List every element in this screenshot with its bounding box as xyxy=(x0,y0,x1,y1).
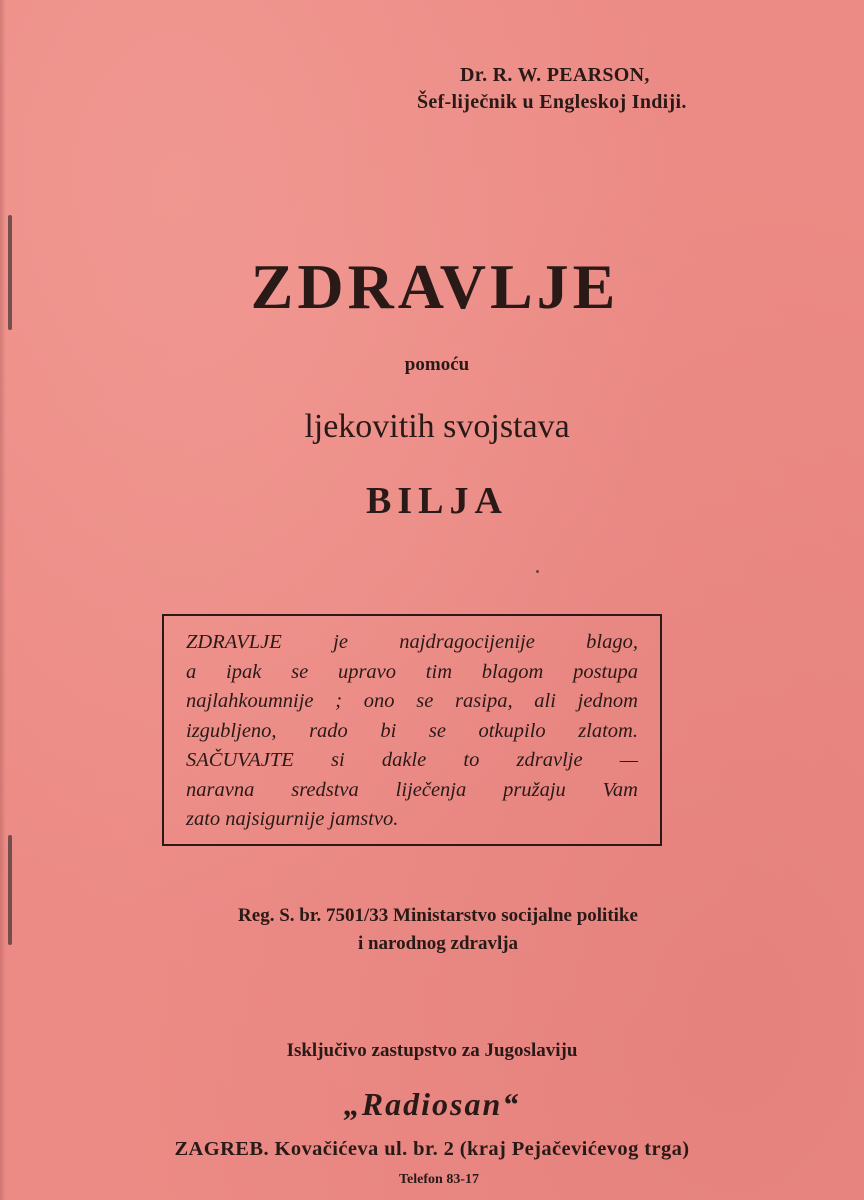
author-block xyxy=(405,62,765,116)
quote-line: najlahkoumnije ; ono se rasipa, ali jednom xyxy=(186,690,638,712)
quote-line: izgubljeno, rado bi se otkupilo zlatom. xyxy=(186,719,638,742)
registration-block xyxy=(0,902,864,958)
quote-line: a ipak se upravo tim blagom postupa xyxy=(186,660,638,683)
author-name: Dr. R. W. PEARSON, xyxy=(460,64,650,86)
registration-line-1: Reg. S. br. 7501/33 Ministarstvo socijalne politike xyxy=(238,905,638,926)
registration-line-2: i narodnog zdravlja xyxy=(357,933,519,954)
company-name: „Radiosan“ xyxy=(343,1086,521,1122)
quote-line: naravna sredstva liječenja pružaju Vam xyxy=(186,778,638,801)
quote-line: SAČUVAJTE si dakle to zdravlje — xyxy=(186,749,638,771)
ink-speck xyxy=(536,570,539,573)
page-edge-shadow xyxy=(0,0,6,1200)
representation-text: Isključivo zastupstvo za Jugoslaviju xyxy=(286,1040,578,1061)
quote-line: ZDRAVLJE je najdragocijenije blago, xyxy=(186,631,638,653)
subtitle-line-1: pomoću xyxy=(404,354,470,375)
company-address: ZAGREB. Kovačićeva ul. br. 2 (kraj Pejačevićevog trga) xyxy=(174,1138,690,1160)
author-role: Šef-liječnik u Engleskoj Indiji. xyxy=(417,91,687,113)
subtitle-line-2: ljekovitih svojstava xyxy=(304,408,570,445)
page-title: ZDRAVLJE xyxy=(250,251,620,322)
quote-line: zato najsigurnije jamstvo. xyxy=(186,808,399,830)
company-phone: Telefon 83-17 xyxy=(399,1172,479,1187)
subtitle-line-3: BILJA xyxy=(366,480,508,522)
quote-box xyxy=(162,614,662,846)
